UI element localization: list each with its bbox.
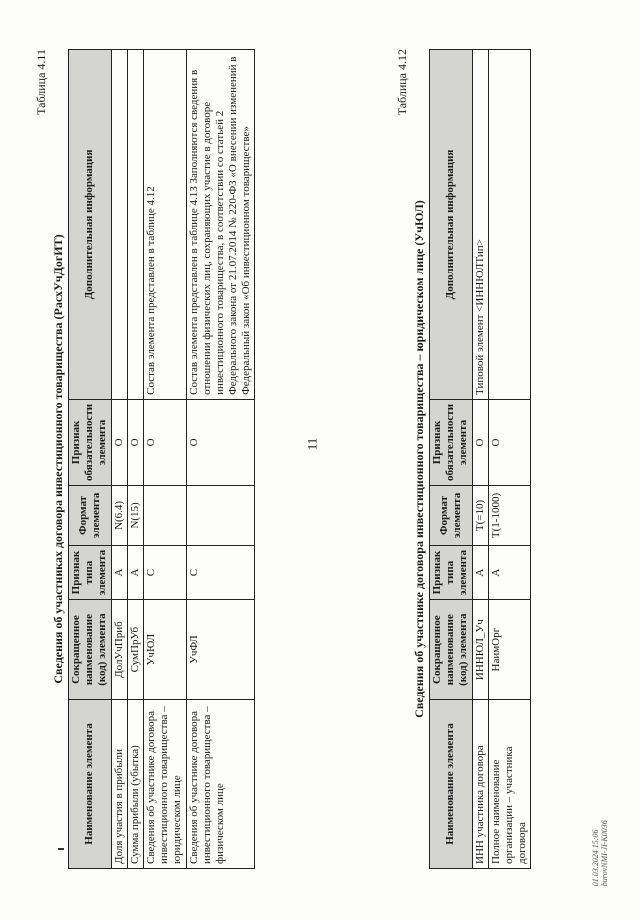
cell-obligation: О xyxy=(127,399,143,485)
cell-info: Состав элемента представлен в таблице 4.13 Заполняются сведения в отношении физических лиц, сохраняющих участие в договоре инвестиционного товарищества, в соответствии со статьей 2 Федерального закона от 21.07.2014 № 220-ФЗ «О внесении изменений в Федеральный закон «Об инвестиционном товариществе» xyxy=(186,50,255,400)
cell-code: НаимОрг xyxy=(488,600,531,700)
header-obligation-sign: Признак обязательности элемента xyxy=(69,399,112,485)
stamp-date: 01.03.2024 15:06 xyxy=(590,829,600,887)
cell-name: Сумма прибыли (убытка) xyxy=(127,699,143,868)
cell-obligation: О xyxy=(186,399,255,485)
header-format: Формат элемента xyxy=(430,486,473,546)
table-title: Сведения об участниках договора инвестиционного товарищества (РасхУчДогИТ) xyxy=(51,234,65,684)
cell-format xyxy=(186,485,255,545)
header-obligation-sign: Признак обязательности элемента xyxy=(430,399,473,485)
cell-obligation: О xyxy=(111,399,127,485)
cell-name: Полное наименование организации – участника договора xyxy=(488,700,531,869)
cell-format: N(6.4) xyxy=(111,485,127,545)
table-4-11 xyxy=(68,49,255,869)
table-row xyxy=(472,50,488,869)
table-header-row xyxy=(69,50,112,869)
cell-code: ДолУчПриб xyxy=(111,600,127,700)
cell-name: ИНН участника договора xyxy=(472,700,488,869)
header-short-code: Сокращенное наименование (код) элемента xyxy=(430,600,473,700)
header-type-sign: Признак типа элемента xyxy=(69,545,112,599)
cell-type: А xyxy=(472,545,488,599)
table-4-11-block xyxy=(34,49,255,869)
table-title: Сведения об участнике договора инвестиционного товарищества – юридическом лице (УчЮЛ) xyxy=(412,200,426,718)
cell-obligation: О xyxy=(143,399,186,485)
page-number: 11 xyxy=(304,437,320,451)
header-element-name: Наименование элемента xyxy=(69,699,112,868)
table-row xyxy=(127,50,143,869)
table-row xyxy=(186,50,255,869)
stamp-id: burovNMI-JI-K0036 xyxy=(600,820,609,887)
cell-info xyxy=(111,50,127,400)
cell-info: Типовой элемент <ИННЮЛТип> xyxy=(472,50,488,400)
table-row xyxy=(488,50,531,869)
table-row xyxy=(143,50,186,869)
cell-obligation: О xyxy=(488,399,531,485)
table-4-12 xyxy=(429,49,531,869)
cell-name: Сведения об участнике договора инвестиционного товарищества – физическом лице xyxy=(186,699,255,868)
header-additional-info: Дополнительная информация xyxy=(430,50,473,400)
cell-type: А xyxy=(111,545,127,599)
cell-format xyxy=(143,485,186,545)
header-element-name: Наименование элемента xyxy=(430,700,473,869)
table-4-12-block xyxy=(395,49,531,869)
cell-info xyxy=(127,50,143,400)
cell-obligation: О xyxy=(472,399,488,485)
cell-type: А xyxy=(127,545,143,599)
cell-name: Доля участия в прибыли xyxy=(111,699,127,868)
table-number: Таблица 4.12 xyxy=(395,49,409,116)
cell-format: T(1-1000) xyxy=(488,486,531,546)
cell-format: N(15) xyxy=(127,485,143,545)
cell-type: С xyxy=(143,545,186,599)
cell-info: Состав элемента представлен в таблице 4.12 xyxy=(143,50,186,400)
header-additional-info: Дополнительная информация xyxy=(69,50,112,400)
table-header-row xyxy=(430,50,473,869)
cell-type: А xyxy=(488,545,531,599)
table-row xyxy=(111,50,127,869)
header-format: Формат элемента xyxy=(69,485,112,545)
header-type-sign: Признак типа элемента xyxy=(430,545,473,599)
header-short-code: Сокращенное наименование (код) элемента xyxy=(69,600,112,700)
table-number: Таблица 4.11 xyxy=(34,49,48,115)
cell-name: Сведения об участнике договора инвестиционного товарищества – юридическом лице xyxy=(143,699,186,868)
cell-info xyxy=(488,50,531,400)
cell-code: ИННЮЛ_Уч xyxy=(472,600,488,700)
cell-code: УчФЛ xyxy=(186,600,255,700)
cell-type: С xyxy=(186,545,255,599)
cell-code: СумПрУб xyxy=(127,600,143,700)
cell-format: T(=10) xyxy=(472,486,488,546)
cell-code: УчЮЛ xyxy=(143,600,186,700)
